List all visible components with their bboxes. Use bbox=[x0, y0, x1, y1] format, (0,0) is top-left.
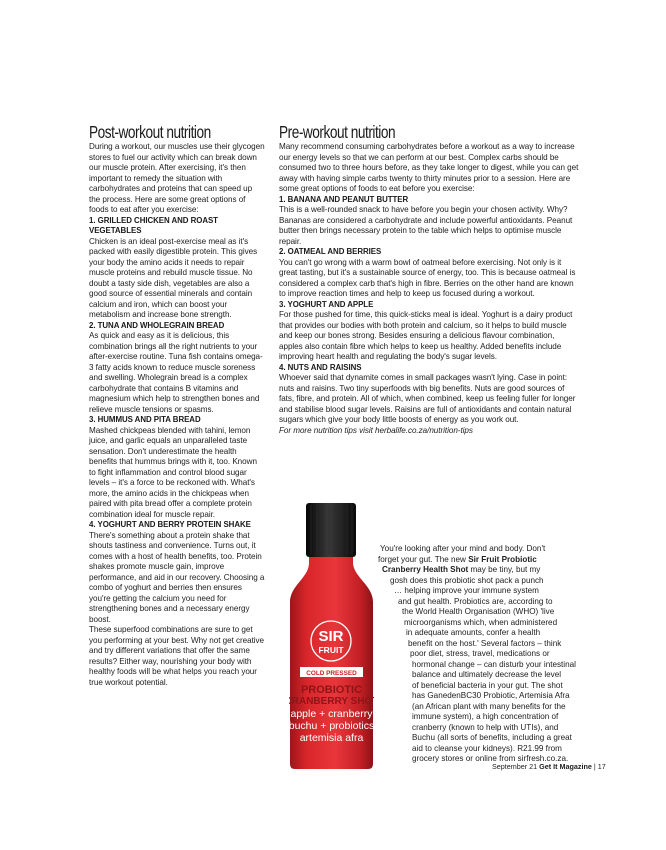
post-workout-outro: These superfood combinations are sure to get you performing at your best. Why not get creative and try different variations that offer the same results? Either way, nourishing your body with healthy foods will be what helps you reach your true workout potential. bbox=[89, 625, 265, 687]
post-section-title: 2. TUNA AND WHOLEGRAIN BREAD bbox=[89, 320, 225, 330]
post-section-title: 4. YOGHURT AND BERRY PROTEIN SHAKE bbox=[89, 520, 251, 529]
post-workout-intro: During a workout, our muscles use their glycogen stores to fuel our activity which can break down our muscle protein. After exercising, it's then important to remedy the situation with carbohydrates and proteins that can speed up the process. Here are some great options of foods to eat after you exercise: bbox=[89, 142, 265, 214]
post-section-body: As quick and easy as it is delicious, this combination brings all the right nutrients to your after-exercise routine. Tuna fish contains omega-3 fatty acids known to reduce muscle soreness and swelling. Wholegrain bread is a complex carbohydrate that contains B vitamins and magnesium which help to strengthen bones and relieve muscle tensions or spasms. bbox=[89, 331, 263, 414]
pre-workout-column bbox=[279, 122, 579, 436]
product-name-line2: CRANBERRY SHOT bbox=[289, 696, 374, 707]
post-section-title: 3. HUMMUS AND PITA BREAD bbox=[89, 415, 201, 424]
product-name-line1: PROBIOTIC bbox=[300, 684, 363, 696]
footer-month: September 21 bbox=[492, 762, 538, 771]
promo-line bbox=[376, 712, 586, 723]
pre-section-body: For those pushed for time, this quick-sticks meal is ideal. Yoghurt is a dairy product that provides our bodies with both protein and calcium, so it helps to build muscle and keep our bones strong. Besides ensuring a delicious flavour combination, apples also contain fibre which helps to keep us healthy. Added benefits include improving heart health and regulating the body's sugar levels. bbox=[279, 310, 573, 361]
brand-name-top: SIR bbox=[318, 628, 344, 645]
promo-line bbox=[376, 723, 586, 734]
cold-pressed-label: COLD PRESSED bbox=[306, 670, 357, 677]
post-section-body: There's something about a protein shake that shouts tastiness and convenience. Turns out, it comes with a host of health benefits, too. Protein shakes promote muscle gain, improve performance, and aid in our recovery. Choosing a combo of yoghurt and berries then ensures you're getting the calcium you need for strengthening bones and a necessary energy boost. bbox=[89, 530, 265, 624]
promo-text bbox=[376, 544, 586, 765]
pre-section-body: You can't go wrong with a warm bowl of oatmeal before exercising. Not only is it great tasting, but it's a sustainable source of energy, too. This is because oatmeal is considered a complex carb that's high in fibre. Berries on the other hand are known to improve reaction times and help to keep us focused during a workout. bbox=[279, 257, 576, 298]
promo-line bbox=[376, 565, 586, 576]
promo-line-text: Buchu (all sorts of benefits, including a great bbox=[412, 733, 572, 742]
promo-line-text: in adequate amounts, confer a health bbox=[406, 628, 541, 637]
ingredients-line3: artemisia afra bbox=[299, 732, 364, 744]
post-workout-heading: Post-workout nutrition bbox=[89, 122, 211, 142]
promo-line bbox=[376, 597, 586, 608]
promo-line-text: Cranberry Health Shot bbox=[382, 565, 469, 574]
promo-line-text: immune system), a high concentration of bbox=[412, 712, 559, 721]
promo-line-text: benefit on the host.' Several factors – think bbox=[408, 638, 562, 648]
promo-line-text: balance and ultimately decrease the level bbox=[412, 670, 562, 679]
promo-line bbox=[376, 681, 586, 692]
promo-line bbox=[376, 607, 586, 618]
promo-line bbox=[376, 702, 586, 713]
footer-magazine: Get It Magazine bbox=[539, 762, 592, 771]
promo-line-text: hormonal change – can disturb your intestinal bbox=[412, 659, 576, 669]
nutrition-tips-note: For more nutrition tips visit herbalife.co.za/nutrition-tips bbox=[279, 425, 473, 435]
pre-section-title: 4. NUTS AND RAISINS bbox=[279, 362, 362, 372]
promo-line-text: microorganisms which, when administered bbox=[404, 617, 558, 627]
promo-line-text: may be tiny, but my bbox=[468, 565, 541, 574]
post-workout-column bbox=[89, 122, 265, 688]
pre-section-title: 2. OATMEAL AND BERRIES bbox=[279, 247, 382, 256]
promo-line bbox=[376, 555, 586, 566]
pre-section-body: This is a well-rounded snack to have before you begin your chosen activity. Why? Bananas are considered a carbohydrate and include powerful antioxidants. Peanut butter then brings necessary protein to the table which helps to optimise muscle repair. bbox=[279, 205, 573, 246]
promo-line-text: the World Health Organisation (WHO) 'live bbox=[402, 607, 555, 616]
promo-line-text: and gut health. Probiotics are, according to bbox=[398, 596, 553, 606]
promo-line bbox=[376, 733, 586, 744]
promo-line bbox=[376, 744, 586, 755]
pre-section-title: 3. YOGHURT AND APPLE bbox=[279, 299, 374, 309]
promo-line-text: of beneficial bacteria in your gut. The shot bbox=[412, 680, 563, 690]
ingredients-line2: buchu + probiotics bbox=[289, 720, 374, 732]
promo-line-text: … helping improve your immune system bbox=[394, 586, 539, 595]
page-footer bbox=[492, 762, 606, 771]
promo-line-text: (an African plant with many benefits for the bbox=[412, 701, 566, 711]
promo-line bbox=[376, 670, 586, 681]
promo-line bbox=[376, 618, 586, 629]
promo-line-text: aid to cleanse your kidneys). R21.99 from bbox=[412, 743, 562, 753]
promo-line bbox=[376, 586, 586, 597]
promo-line-text: grocery stores or online from sirfresh.co.za. bbox=[412, 754, 569, 763]
post-section-title: 1. GRILLED CHICKEN AND ROAST VEGETABLES bbox=[89, 215, 218, 235]
ingredients-line1: apple + cranberry bbox=[290, 708, 373, 720]
promo-line bbox=[376, 628, 586, 639]
promo-line-text: Sir Fruit Probiotic bbox=[468, 554, 537, 564]
promo-line bbox=[376, 544, 586, 555]
bottle-cap bbox=[306, 503, 356, 557]
promo-line bbox=[376, 660, 586, 671]
page-number: 17 bbox=[597, 762, 606, 771]
promo-line bbox=[376, 576, 586, 587]
pre-workout-heading: Pre-workout nutrition bbox=[279, 122, 396, 142]
bottle-illustration bbox=[289, 502, 374, 770]
post-section-body: Mashed chickpeas blended with tahini, lemon juice, and garlic equals an unparalleled taste sensation. Don't underestimate the health benefits that hummus brings with it, too. Known to fight inflammation and control blood sugar levels – it's a force to be reckoned with. What's more, the amino acids in the chickpeas when paired with pita bread offer a complete protein combination ideal for muscle repair. bbox=[89, 425, 257, 519]
promo-line-text: has GanedenBC30 Probiotic, Artemisia Afra bbox=[412, 691, 570, 700]
promo-line bbox=[376, 639, 586, 650]
promo-line bbox=[376, 649, 586, 660]
brand-name-bottom: FRUIT bbox=[318, 645, 344, 655]
probiotic-shot-bottle bbox=[289, 502, 374, 770]
footer-separator: | bbox=[593, 762, 596, 771]
pre-section-body: Whoever said that dynamite comes in small packages wasn't lying. Case in point: nuts and raisins. Two tiny superfoods with big benefits. Nuts are good sources of fats, fibre, and protein. All of which, when combined, keep us feeling fuller for longer and stabilise blood sugar levels. Raisins are full of antioxidants and contain natural sugars which give your body little boosts of energy as you work out. bbox=[279, 373, 576, 424]
promo-line-text: forget your gut. The new bbox=[378, 554, 469, 564]
pre-workout-intro: Many recommend consuming carbohydrates before a workout as a way to increase our energy levels so that we can perform at our best. Complex carbs should be consumed two to three hours before, as they take longer to digest, while you can get away with having simple carbs twenty to thirty minutes prior to a session. Here are some great options of foods to eat before you exercise: bbox=[279, 142, 579, 193]
promo-line-text: cranberry (known to help with UTIs), and bbox=[412, 722, 559, 732]
promo-line-text: poor diet, stress, travel, medications or bbox=[410, 649, 550, 658]
promo-line-text: gosh does this probiotic shot pack a punch bbox=[390, 575, 544, 585]
pre-section-title: 1. BANANA AND PEANUT BUTTER bbox=[279, 194, 409, 204]
post-section-body: Chicken is an ideal post-exercise meal as it's packed with easily digestible protein. This gives your body the amino acids it needs to repair muscle proteins and rebuild muscle tissue. No doubt a tasty side dish, vegetables are also a good source of essential minerals and contain calcium and iron, which can boost your metabolism and increase bone strength. bbox=[89, 236, 258, 319]
promo-line-text: You're looking after your mind and body. Don't bbox=[380, 544, 546, 553]
promo-line bbox=[376, 691, 586, 702]
